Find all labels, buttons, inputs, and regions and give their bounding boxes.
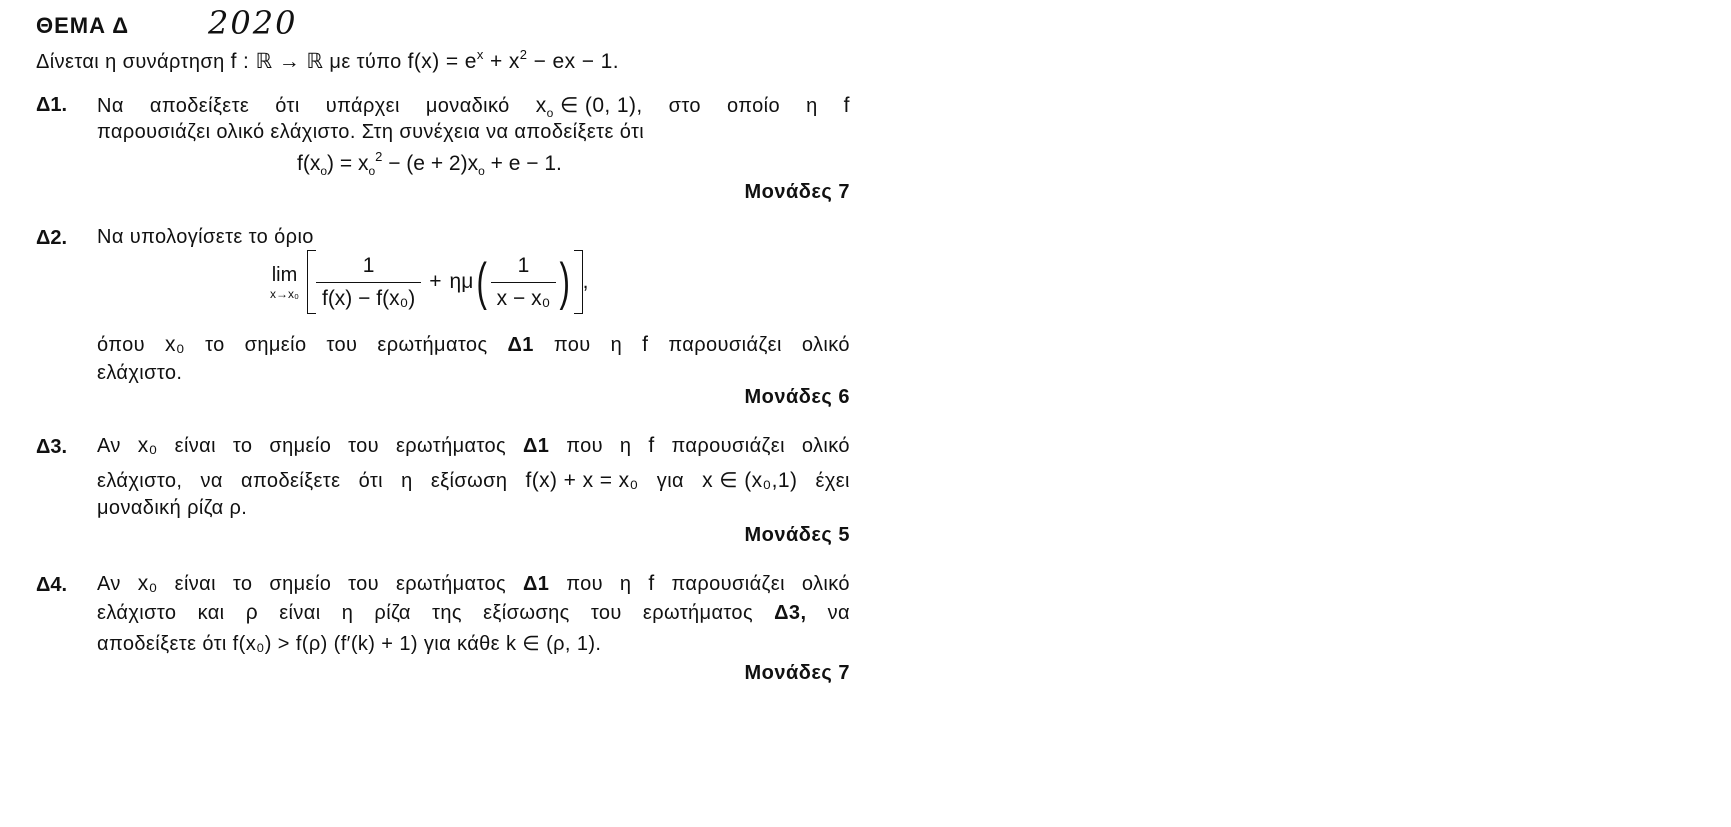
right-bracket bbox=[574, 250, 583, 314]
question-label-d2: Δ2. bbox=[36, 227, 68, 249]
fraction-2: $\frac{1}{\text{x − x₀}}$ bbox=[491, 254, 557, 311]
d3-line2: ελάχιστο, να αποδείξετε ότι η εξίσωση f(x) + x = x₀ για x ∈ (x₀,1) έχει bbox=[97, 469, 850, 492]
intro-line bbox=[36, 47, 619, 74]
d3-line1: Αν x₀ είναι το σημείο του ερωτήματος Δ1 που η f παρουσιάζει ολικό bbox=[97, 434, 850, 457]
d4-marks: Μονάδες 7 bbox=[744, 662, 850, 684]
d4-line2: ελάχιστο και ρ είναι η ρίζα της εξίσωσης του ερωτήματος Δ3, να bbox=[97, 601, 850, 624]
d4-line3: αποδείξετε ότι f(x₀) > f(ρ) (f′(k) + 1) για κάθε k ∈ (ρ, 1). bbox=[97, 633, 602, 655]
fraction-1: $\frac{1}{\text{f(x) − f(x₀)}}$ bbox=[316, 254, 421, 311]
d2-line3: ελάχιστο. bbox=[97, 362, 183, 384]
function-domain: f : ℝ → ℝ bbox=[230, 50, 324, 73]
intro-with-formula: με τύπο bbox=[329, 51, 402, 73]
handwritten-year: 2020 bbox=[208, 4, 298, 42]
left-bracket bbox=[307, 250, 316, 314]
left-paren: ( bbox=[476, 253, 488, 311]
d1-line2: παρουσιάζει ολικό ελάχιστο. Στη συνέχεια να αποδείξετε ότι bbox=[97, 121, 645, 143]
d3-marks: Μονάδες 5 bbox=[744, 524, 850, 546]
d4-line1: Αν x₀ είναι το σημείο του ερωτήματος Δ1 που η f παρουσιάζει ολικό bbox=[97, 572, 850, 595]
function-formula: $f(x) = e^x + x^2$ − ex − 1. bbox=[407, 47, 619, 73]
d2-line1: Να υπολογίσετε το όριο bbox=[97, 226, 314, 248]
d3-line3: μοναδική ρίζα ρ. bbox=[97, 497, 248, 519]
d2-marks: Μονάδες 6 bbox=[744, 386, 850, 408]
right-paren: ) bbox=[559, 253, 571, 311]
question-label-d3: Δ3. bbox=[36, 436, 68, 458]
intro-text: Δίνεται η συνάρτηση bbox=[36, 51, 225, 73]
d1-formula: $f(x_o) = x_o^2 - (e + 2)x_o + e - 1$. bbox=[297, 149, 562, 178]
lim-operator: lim x→x₀ bbox=[270, 263, 299, 301]
d2-line2: όπου x₀ το σημείο του ερωτήματος Δ1 που η f παρουσιάζει ολικό bbox=[97, 333, 850, 356]
question-label-d4: Δ4. bbox=[36, 574, 68, 596]
question-label-d1: Δ1. bbox=[36, 94, 68, 116]
exam-topic-title: ΘΕΜΑ Δ bbox=[36, 13, 130, 38]
d2-limit-expression: lim x→x₀ $\frac{1}{\text{f(x) − f(x₀)}}$ + ημ ( $\frac{1}{\text{x − x₀}}$ ) , bbox=[270, 250, 588, 314]
d1-marks: Μονάδες 7 bbox=[744, 181, 850, 203]
d1-line1: Να αποδείξετε ότι υπάρχει μοναδικό $x_o$ ∈ (0, 1), στο οποίο η f bbox=[97, 94, 850, 120]
